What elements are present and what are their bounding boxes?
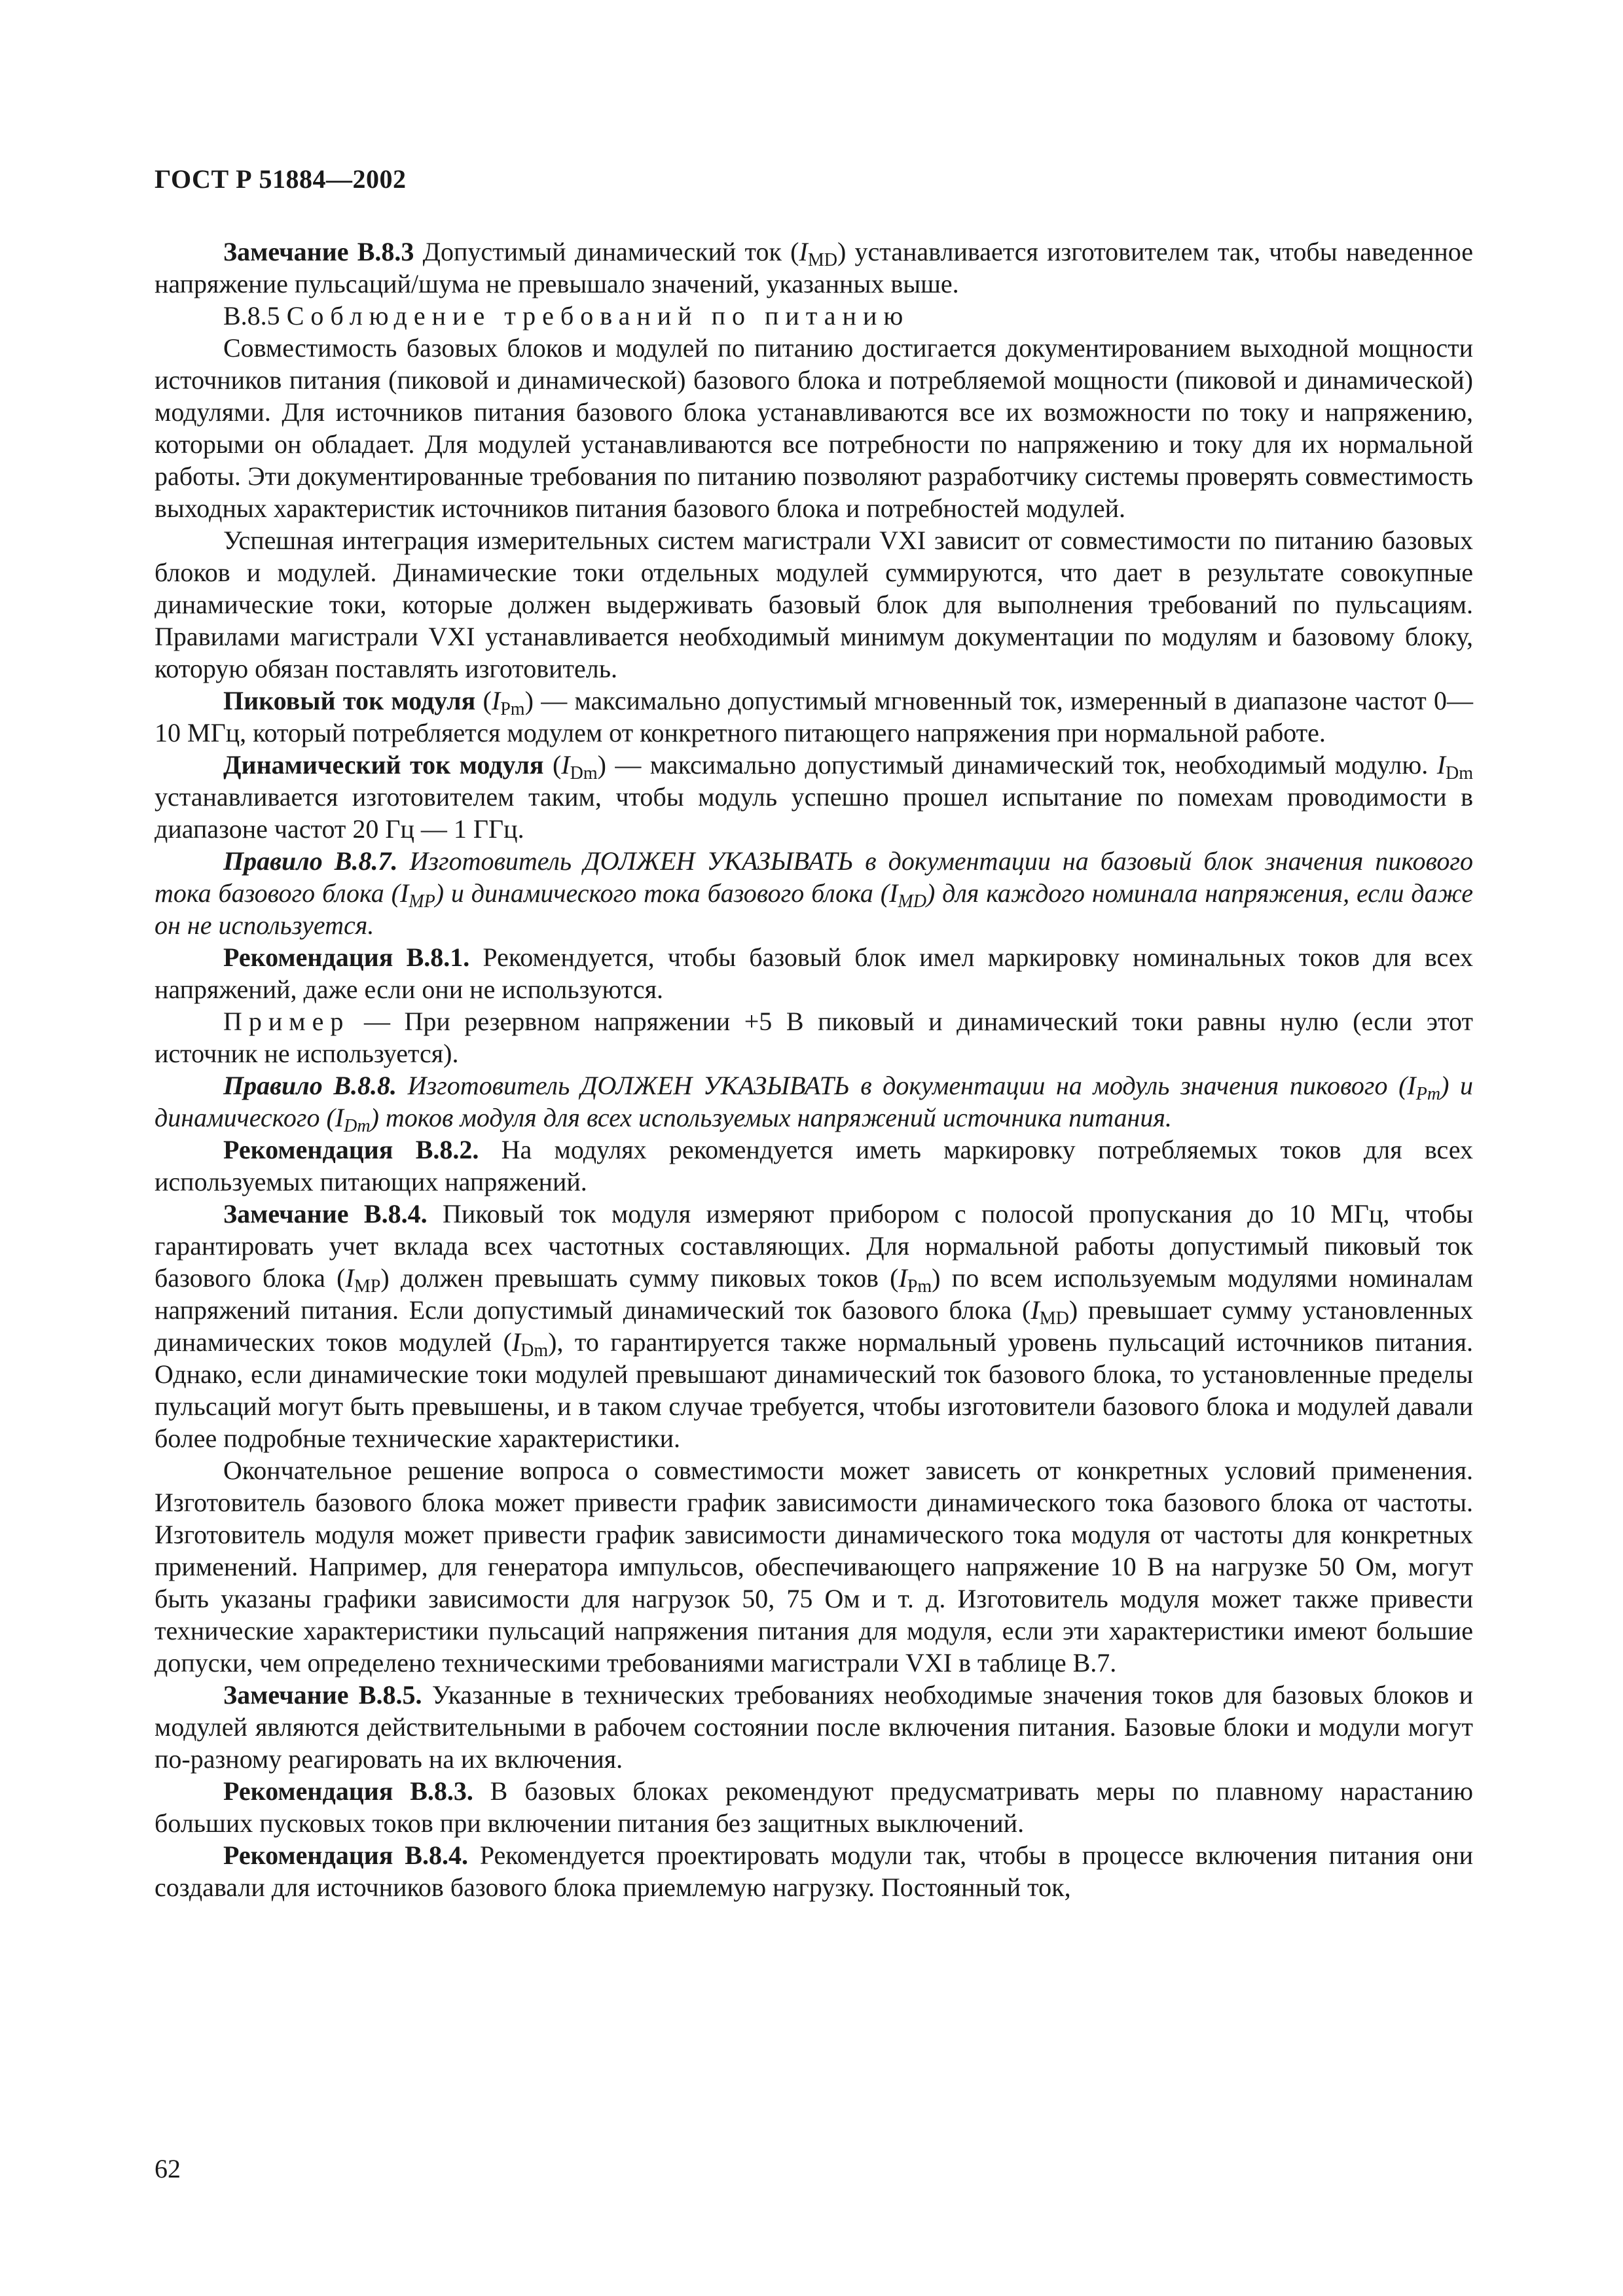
recommendation-label: Рекомендация В.8.2.	[223, 1135, 479, 1164]
recommendation-label: Рекомендация В.8.3.	[223, 1776, 473, 1806]
text-fragment: ) по всем используемым модулями номиналам напряжений питания. Если допустимый динамический ток базового блока (	[155, 1263, 1473, 1325]
recommendation-label: Рекомендация В.8.1.	[223, 942, 470, 972]
paragraph-dynamic-current	[155, 749, 1473, 845]
variable: I	[1407, 1071, 1416, 1100]
paragraph-recommendation-b84	[155, 1839, 1473, 1903]
text-fragment: Пиковый ток модуля измеряют прибором с полосой пропускания до 10 МГц, чтобы гарантировать учет вклада всех частотных составляющих. Для нормальной работы допустимый пиковый ток базового блока (	[155, 1199, 1474, 1293]
text-fragment: Изготовитель ДОЛЖЕН УКАЗЫВАТЬ в документации на базовый блок значения пикового тока базового блока (	[155, 846, 1473, 908]
paragraph-recommendation-b82	[155, 1134, 1473, 1198]
paragraph-compatibility: Совместимость базовых блоков и модулей по питанию достигается документированием выходной мощности источников питания (пиковой и динамической) базового блока и потребляемой мощности (пиковой и динамической) модулями. Для источников питания базового блока устанавливаются все их возможности по току и напряжению, которыми он обладает. Для модулей устанавливаются все потребности по напряжению и току для их нормальной работы. Эти документированные требования по питанию позволяют разработчику системы проверять совместимость выходных характеристик источников питания базового блока и потребностей модулей.	[155, 333, 1473, 523]
text-fragment: Рекомендуется проектировать модули так, чтобы в процессе включения питания они создавали для источников базового блока приемлемую нагрузку. Постоянный ток,	[155, 1840, 1473, 1902]
text-fragment: ), то гарантируется также нормальный уровень пульсаций источников питания. Однако, если динамические токи модулей превышают динамический ток базового блока, то установленные пределы пульсаций могут быть превышены, и в таком случае требуется, чтобы изготовители базового блока и модулей давали более подробные технические характеристики.	[155, 1327, 1473, 1453]
subscript: MP	[409, 891, 435, 912]
text-fragment: ) и динамического тока базового блока (	[435, 878, 890, 908]
variable: I	[335, 1103, 344, 1132]
variable: I	[491, 686, 501, 715]
variable: I	[889, 878, 898, 908]
paragraph-peak-current	[155, 685, 1473, 749]
paragraph-rule-b88	[155, 1069, 1473, 1134]
section-heading-b85	[155, 300, 1473, 332]
document-header: ГОСТ Р 51884—2002	[155, 164, 407, 194]
subscript: Pm	[500, 699, 525, 719]
document-body	[155, 236, 1473, 1903]
text-fragment: (	[475, 686, 492, 715]
text-fragment: (	[543, 750, 562, 780]
paragraph-example	[155, 1005, 1473, 1069]
subscript: MD	[1039, 1308, 1069, 1329]
text-fragment: — При резервном напряжении +5 В пиковый и динамический токи равны нулю (если этот источник не используется).	[155, 1007, 1473, 1068]
subscript: MD	[807, 250, 837, 270]
variable: I	[399, 878, 409, 908]
text-fragment: ) — максимально допустимый динамический ток, необходимый модулю.	[597, 750, 1437, 780]
paragraph-note-b85	[155, 1679, 1473, 1775]
text-fragment: ) устанавливается изготовителем так, чтобы наведенное напряжение пульсаций/шума не превышало значений, указанных выше.	[155, 237, 1474, 298]
recommendation-label: Рекомендация В.8.4.	[223, 1840, 468, 1870]
term-label: Пиковый ток модуля	[223, 686, 476, 715]
variable: I	[345, 1263, 354, 1293]
text-fragment: ) токов модуля для всех используемых напряжений источника питания.	[370, 1103, 1172, 1132]
text-fragment: ) должен превышать сумму пиковых токов (	[380, 1263, 899, 1293]
section-number: В.8.5	[223, 301, 287, 331]
variable: I	[799, 237, 808, 266]
variable: I	[898, 1263, 907, 1293]
subscript: MD	[898, 891, 926, 912]
text-fragment: В базовых блоках рекомендуют предусматривать меры по плавному нарастанию больших пусковых токов при включении питания без защитных выключений.	[155, 1776, 1473, 1838]
example-label: Пример	[223, 1007, 350, 1036]
note-label: Замечание В.8.5.	[223, 1680, 422, 1710]
section-title: Соблюдение требований по питанию	[286, 301, 910, 331]
paragraph-note-b84	[155, 1198, 1473, 1454]
note-label: Замечание В.8.3	[223, 237, 414, 266]
page-number: 62	[155, 2154, 181, 2183]
note-label: Замечание В.8.4.	[223, 1199, 428, 1229]
rule-label: Правило В.8.7.	[223, 846, 398, 876]
text-fragment: Рекомендуется, чтобы базовый блок имел маркировку номинальных токов для всех напряжений, даже если они не используются.	[155, 942, 1473, 1004]
paragraph-final-decision: Окончательное решение вопроса о совместимости может зависеть от конкретных условий применения. Изготовитель базового блока может привести график зависимости динамического тока базового блока от частоты. Изготовитель модуля может привести график зависимости динамического тока модуля от частоты для конкретных применений. Например, для генератора импульсов, обеспечивающего напряжение 10 В на нагрузке 50 Ом, могут быть указаны графики зависимости для нагрузок 50, 75 Ом и т. д. Изготовитель модуля может также привести технические характеристики пульсаций напряжения питания для модуля, если эти характеристики имеют большие допуски, чем определено техническими требованиями магистрали VXI в таблице В.7.	[155, 1456, 1473, 1677]
subscript: Pm	[907, 1276, 932, 1297]
variable: I	[561, 750, 570, 780]
text-fragment: Изготовитель ДОЛЖЕН УКАЗЫВАТЬ в документации на модуль значения пикового (	[397, 1071, 1408, 1100]
text-fragment: ) для каждого номинала напряжения, если даже он не используется.	[155, 878, 1474, 940]
subscript: Pm	[1415, 1084, 1441, 1104]
variable: I	[1030, 1295, 1040, 1325]
text-fragment: Допустимый динамический ток (	[414, 237, 799, 266]
rule-label: Правило В.8.8.	[223, 1071, 397, 1100]
paragraph-note-b83	[155, 236, 1473, 300]
text-fragment: На модулях рекомендуется иметь маркировку потребляемых токов для всех используемых питающих напряжений.	[155, 1135, 1474, 1196]
subscript: Dm	[570, 763, 598, 783]
variable: I	[1436, 750, 1446, 780]
paragraph-integration: Успешная интеграция измерительных систем магистрали VXI зависит от совместимости по питанию базовых блоков и модулей. Динамические токи отдельных модулей суммируются, что дает в результате совокупные динамические токи, которые должен выдерживать базовый блок для выполнения требований по пульсациям. Правилами магистрали VXI устанавливается необходимый минимум документации по модулям и базовому блоку, которую обязан поставлять изготовитель.	[155, 526, 1473, 683]
paragraph-rule-b87	[155, 845, 1473, 941]
paragraph-recommendation-b81	[155, 941, 1473, 1005]
text-fragment: ) и динамического (	[155, 1071, 1474, 1132]
text-fragment: ) превышает сумму установленных динамических токов модулей (	[155, 1295, 1474, 1357]
variable: I	[511, 1327, 521, 1357]
subscript: MP	[354, 1276, 381, 1297]
text-fragment: устанавливается изготовителем таким, чтобы модуль успешно прошел испытание по помехам проводимости в диапазоне частот 20 Гц — 1 ГГц.	[155, 782, 1473, 844]
paragraph-recommendation-b83	[155, 1775, 1473, 1839]
text-fragment: ) — максимально допустимый мгновенный ток, измеренный в диапазоне частот 0—10 МГц, который потребляется модулем от конкретного питающего напряжения при нормальной работе.	[155, 686, 1474, 747]
subscript: Dm	[520, 1340, 549, 1361]
subscript: Dm	[344, 1116, 371, 1136]
term-label: Динамический ток модуля	[223, 750, 544, 780]
text-fragment: Указанные в технических требованиях необходимые значения токов для базовых блоков и модулей являются действительными в рабочем состоянии после включения питания. Базовые блоки и модули могут по-разному реагировать на их включения.	[155, 1680, 1474, 1774]
subscript: Dm	[1446, 763, 1474, 783]
